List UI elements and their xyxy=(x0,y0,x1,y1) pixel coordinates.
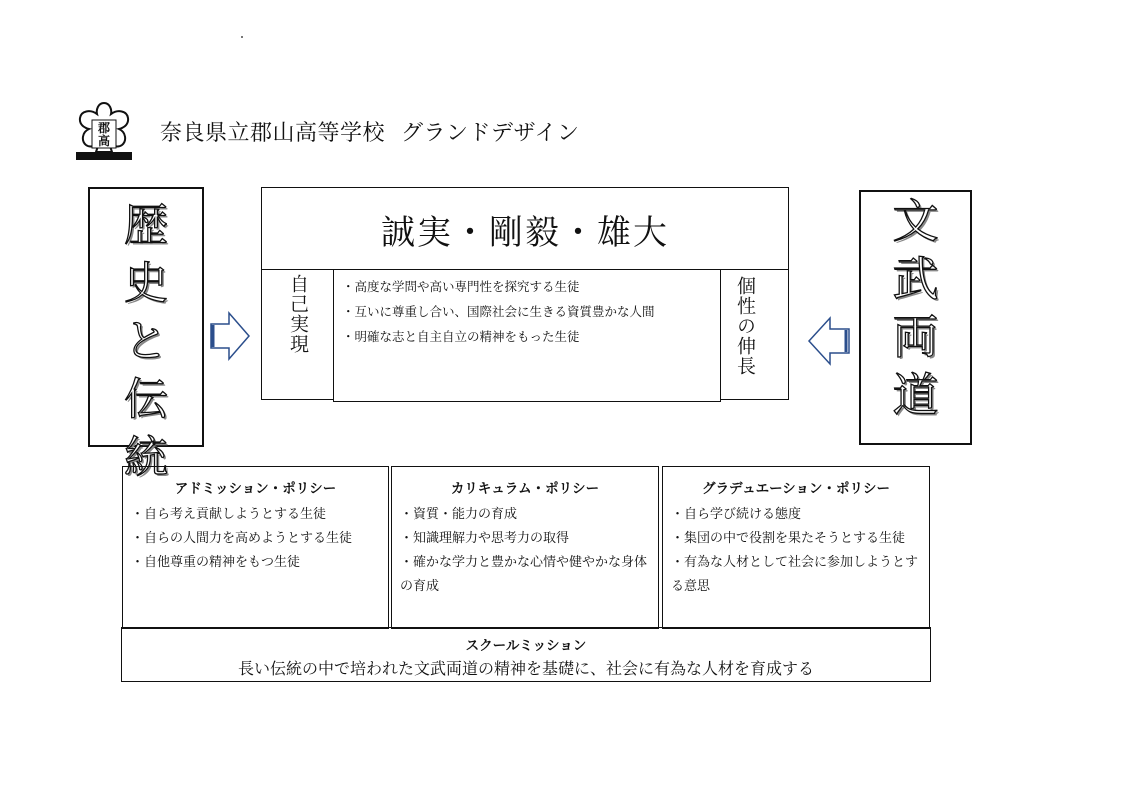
individuality-box xyxy=(720,269,789,400)
school-mission-title: スクールミッション xyxy=(465,638,587,654)
school-mission-box xyxy=(121,627,931,682)
policy-item: ・知識理解力や思考力の取得 xyxy=(400,531,570,546)
aim-item: ・互いに尊重し合い、国際社会に生きる資質豊かな人間 xyxy=(342,304,655,319)
arrow-right-icon xyxy=(209,310,251,362)
self-realization-box xyxy=(261,269,334,400)
bunbu-char: 文 xyxy=(892,194,939,248)
title-design: グランドデザイン xyxy=(401,121,580,146)
bunbu-ryodo-text xyxy=(861,192,970,424)
policy-item: ・確かな学力と豊かな心情や健やかな身体の育成 xyxy=(400,555,648,594)
policy-item: ・集団の中で役割を果たそうとする生徒 xyxy=(671,531,906,546)
graduation-policy-title: グラデュエーション・ポリシー xyxy=(701,481,891,497)
admission-policy-title: アドミッション・ポリシー xyxy=(174,481,337,497)
bunbu-ryodo-box xyxy=(859,190,972,445)
graduation-policy-list xyxy=(663,503,929,599)
tradition-char: 史 xyxy=(124,258,168,309)
aims-box xyxy=(333,269,721,402)
curriculum-policy-list xyxy=(392,503,658,599)
bunbu-char: 両 xyxy=(892,310,939,364)
policy-item: ・自ら学び続ける態度 xyxy=(671,507,802,522)
policy-item: ・有為な人材として社会に参加しようとする意思 xyxy=(671,555,919,594)
page-title xyxy=(160,116,579,147)
policy-item: ・自ら考え貢献しようとする生徒 xyxy=(131,507,327,522)
policy-item: ・自他尊重の精神をもつ生徒 xyxy=(131,555,301,570)
bunbu-char: 武 xyxy=(892,252,939,306)
school-motto: 誠実・剛毅・雄大 xyxy=(381,213,669,253)
tradition-char: と xyxy=(124,316,168,367)
stray-dot xyxy=(241,36,243,38)
school-mission-text: 長い伝統の中で培われた文武両道の精神を基礎に、社会に有為な人材を育成する xyxy=(237,659,814,678)
admission-policy-list xyxy=(123,503,388,575)
bunbu-char: 道 xyxy=(892,368,939,422)
tradition-text xyxy=(90,197,202,487)
emblem-char-2: 高 xyxy=(97,134,111,148)
aims-list xyxy=(342,274,655,349)
curriculum-policy-title: カリキュラム・ポリシー xyxy=(450,481,600,497)
arrow-left-icon xyxy=(806,315,851,367)
tradition-box xyxy=(88,187,204,483)
policy-item: ・資質・能力の育成 xyxy=(400,507,518,522)
policy-item: ・自らの人間力を高めようとする生徒 xyxy=(131,531,353,546)
self-realization-label: 自己実現 xyxy=(287,274,309,354)
tradition-char: 歴 xyxy=(124,200,168,251)
aim-item: ・明確な志と自主自立の精神をもった生徒 xyxy=(342,329,580,344)
admission-policy-box xyxy=(122,466,389,629)
graduation-policy-box xyxy=(662,466,930,629)
emblem-char-1: 郡 xyxy=(97,121,111,135)
individuality-label: 個性の伸長 xyxy=(734,276,756,376)
tradition-char: 伝 xyxy=(124,374,168,425)
title-school: 奈良県立郡山高等学校 xyxy=(160,121,386,146)
curriculum-policy-box xyxy=(391,466,659,629)
tradition-char: 統 xyxy=(124,432,168,483)
aim-item: ・高度な学問や高い専門性を探究する生徒 xyxy=(342,279,580,294)
school-emblem-logo xyxy=(72,100,136,162)
